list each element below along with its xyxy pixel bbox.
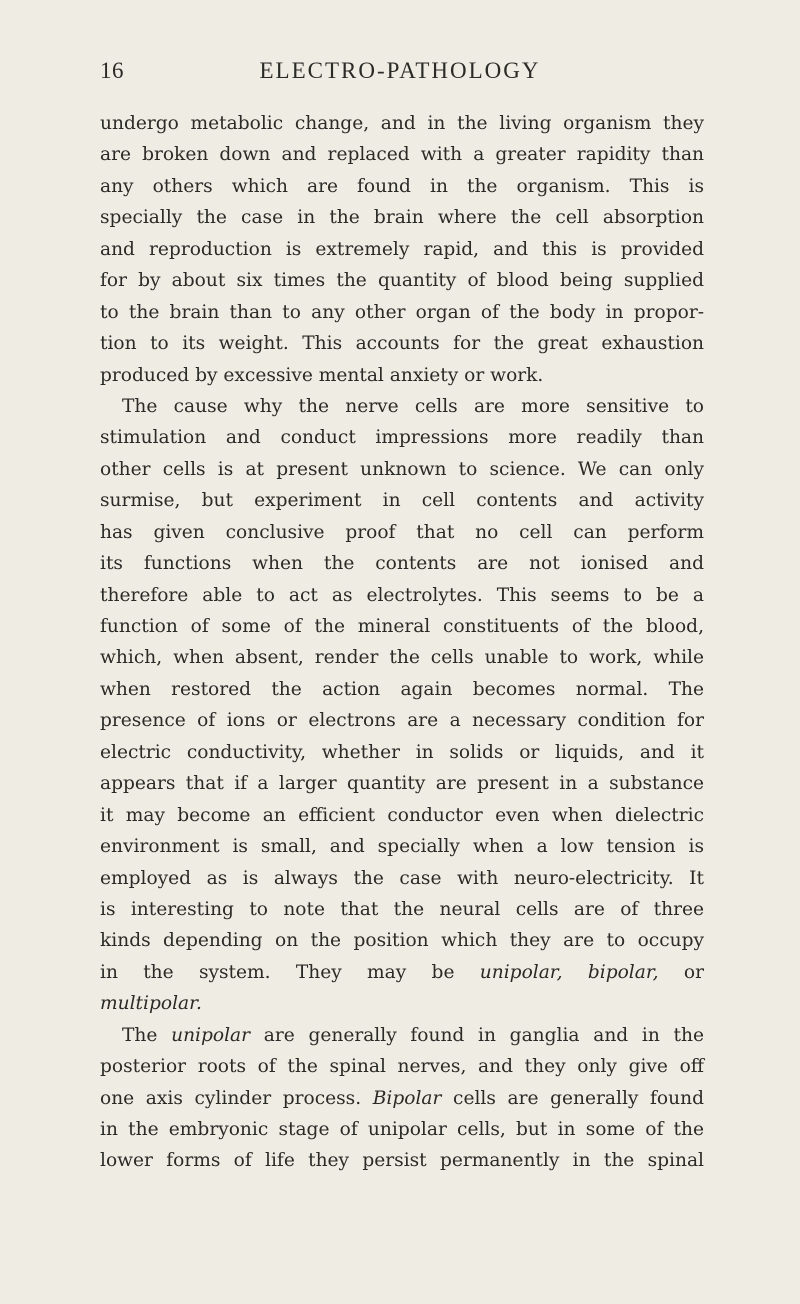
body-text <box>100 108 704 1177</box>
text-line <box>100 1083 704 1114</box>
text-line: its functions when the contents are not ionised and <box>100 553 704 575</box>
text-fragment: in the system. They may be <box>100 961 455 983</box>
text-line <box>100 988 704 1019</box>
italic-term: bipolar, <box>587 961 659 983</box>
text-fragment: one axis cylinder process. <box>100 1087 362 1109</box>
text-line: are broken down and replaced with a greater rapidity than <box>100 144 704 166</box>
italic-term: Bipolar <box>372 1087 442 1109</box>
text-line: when restored the action again becomes normal. The <box>100 678 704 700</box>
text-line: stimulation and conduct impressions more readily than <box>100 427 704 449</box>
text-line: any others which are found in the organism. This is <box>100 175 704 197</box>
text-fragment: cells are generally found <box>453 1087 704 1109</box>
italic-term: multipolar. <box>100 993 202 1015</box>
text-line: other cells is at present unknown to science. We can only <box>100 458 704 480</box>
text-line: surmise, but experiment in cell contents and activity <box>100 490 704 512</box>
text-line: is interesting to note that the neural cells are of three <box>100 898 704 920</box>
text-line: employed as is always the case with neuro-electricity. It <box>100 867 704 889</box>
text-line: tion to its weight. This accounts for the great exhaustion <box>100 333 704 355</box>
italic-term: unipolar <box>171 1024 251 1046</box>
text-line: function of some of the mineral constituents of the blood, <box>100 616 704 637</box>
text-line: in the embryonic stage of unipolar cells, but in some of the <box>100 1119 704 1140</box>
text-line <box>100 957 704 988</box>
text-line: for by about six times the quantity of blood being supplied <box>100 270 704 292</box>
page-header <box>100 58 700 94</box>
text-line: therefore able to act as electrolytes. This seems to be a <box>100 584 704 606</box>
text-line: lower forms of life they persist permanently in the spinal <box>100 1150 704 1172</box>
text-line: produced by excessive mental anxiety or work. <box>100 364 544 386</box>
text-line: specially the case in the brain where the cell absorption <box>100 207 704 229</box>
text-fragment: or <box>683 961 704 983</box>
text-line <box>100 1020 704 1051</box>
page-number: 16 <box>100 58 124 83</box>
italic-term: unipolar, <box>479 961 563 983</box>
text-line: and reproduction is extremely rapid, and this is provided <box>100 238 704 260</box>
text-line: kinds depending on the position which they are to occupy <box>100 930 704 952</box>
text-line: it may become an efficient conductor even when dielectric <box>100 804 704 826</box>
text-line: which, when absent, render the cells unable to work, while <box>100 647 704 669</box>
text-line: electric conductivity, whether in solids or liquids, and it <box>100 741 704 763</box>
running-title: ELECTRO-PATHOLOGY <box>259 58 541 83</box>
text-fragment: The <box>122 1024 158 1046</box>
text-line: to the brain than to any other organ of the body in propor- <box>100 301 704 323</box>
text-fragment: are generally found in ganglia and in the <box>263 1024 704 1046</box>
text-line: appears that if a larger quantity are present in a substance <box>100 773 704 795</box>
text-line: undergo metabolic change, and in the living organism they <box>100 113 704 134</box>
text-line: presence of ions or electrons are a necessary condition for <box>100 710 704 732</box>
text-line: posterior roots of the spinal nerves, and they only give off <box>100 1056 704 1078</box>
text-line: The cause why the nerve cells are more sensitive to <box>122 395 704 417</box>
text-line: environment is small, and specially when a low tension is <box>100 836 704 858</box>
text-line: has given conclusive proof that no cell can perform <box>100 521 704 543</box>
